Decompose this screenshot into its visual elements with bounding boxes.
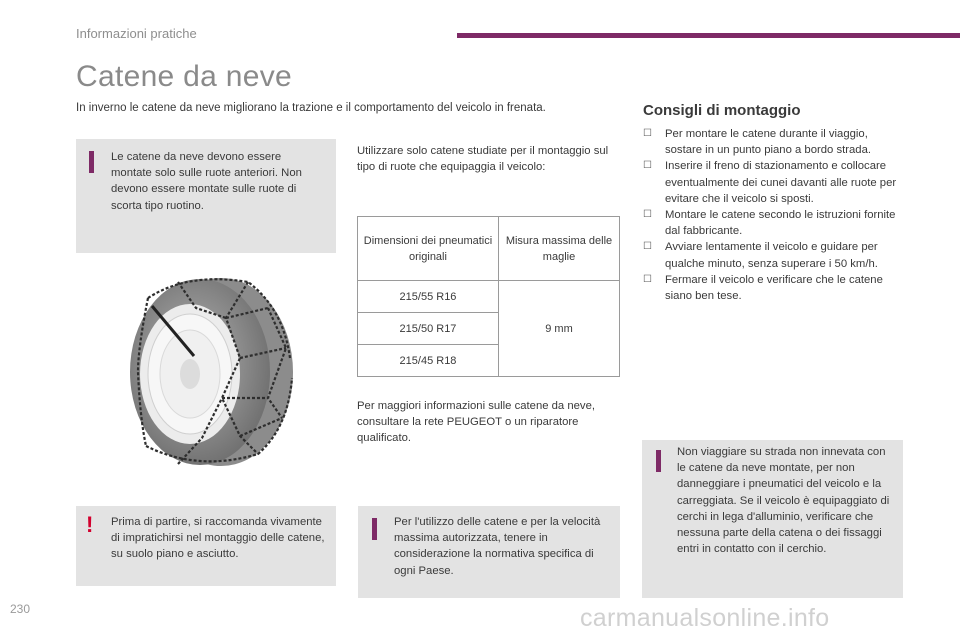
info-icon	[89, 151, 94, 173]
info-box-speed	[358, 506, 620, 598]
info-box-front-wheels	[76, 139, 336, 253]
list-item: ☐ Montare le catene secondo le istruzioni fornite dal fabbricante.	[643, 209, 896, 238]
header-accent-bar	[457, 33, 960, 38]
list-item: ☐ Per montare le catene durante il viaggio, sostare in un punto piano a bordo strada.	[643, 128, 871, 157]
intro-text: In inverno le catene da neve migliorano la trazione e il comportamento del veicolo in frenata.	[76, 102, 546, 114]
info-icon	[372, 518, 377, 540]
info-text-front-wheels: Le catene da neve devono essere montate solo sulle ruote anteriori. Non devono essere montate sulle ruote di scorta tipo ruotino.	[111, 151, 302, 212]
list-item: ☐ Avviare lentamente il veicolo e guidare per qualche minuto, senza superare i 50 km/h.	[643, 241, 878, 270]
usage-text: Utilizzare solo catene studiate per il montaggio sul tipo di ruote che equipaggia il veicolo:	[357, 145, 609, 173]
info-text-roads: Non viaggiare su strada non innevata con le catene da neve montate, per non danneggiare i pneumatici del veicolo e la carreggiata. Se il veicolo è equipaggiato di cerchi in lega d'alluminio, verificare che nessuna parte della catena o dei fissaggi entri in contatto con il cerchio.	[677, 446, 890, 556]
watermark: carmanualsonline.info	[580, 604, 830, 632]
more-info-text: Per maggiori informazioni sulle catene da neve, consultare la rete PEUGEOT o un riparatore qualificato.	[357, 400, 595, 444]
table-cell-tire-size: 215/55 R16	[358, 281, 499, 313]
list-item: ☐ Fermare il veicolo e verificare che le catene siano ben tese.	[643, 273, 883, 303]
table-header-mesh-size: Misura massima delle maglie	[499, 217, 620, 281]
warning-text-practice: Prima di partire, si raccomanda vivamente di impratichirsi nel montaggio delle catene, su suolo piano e asciutto.	[111, 516, 325, 561]
checkbox-icon: ☐	[643, 241, 652, 253]
mounting-steps-list	[643, 126, 905, 304]
table-cell-mesh-size: 9 mm	[499, 281, 620, 377]
info-box-roads	[642, 440, 903, 598]
checkbox-icon: ☐	[643, 160, 652, 172]
tire-size-table	[357, 216, 620, 377]
table-header-tire-size: Dimensioni dei pneumatici originali	[358, 217, 499, 281]
table-cell-tire-size: 215/50 R17	[358, 313, 499, 345]
checkbox-icon: ☐	[643, 128, 652, 139]
section-header: Informazioni pratiche	[76, 26, 197, 41]
list-item: ☐ Inserire il freno di stazionamento e collocare eventualmente dei cunei davanti alle ruote per evitare che il veicolo si sposti.	[643, 160, 897, 205]
info-text-speed: Per l'utilizzo delle catene e per la velocità massima autorizzata, tenere in considerazione la normativa specifica di ogni Paese.	[394, 516, 601, 577]
warning-icon: !	[86, 512, 94, 537]
page-title: Catene da neve	[76, 60, 293, 93]
warning-box-practice	[76, 506, 336, 586]
mounting-heading: Consigli di montaggio	[643, 102, 801, 119]
table-cell-tire-size: 215/45 R18	[358, 345, 499, 377]
snow-chain-tire-illustration	[118, 268, 304, 468]
page-number: 230	[10, 602, 31, 616]
info-icon	[656, 450, 661, 472]
checkbox-icon: ☐	[643, 209, 652, 221]
checkbox-icon: ☐	[643, 273, 652, 285]
